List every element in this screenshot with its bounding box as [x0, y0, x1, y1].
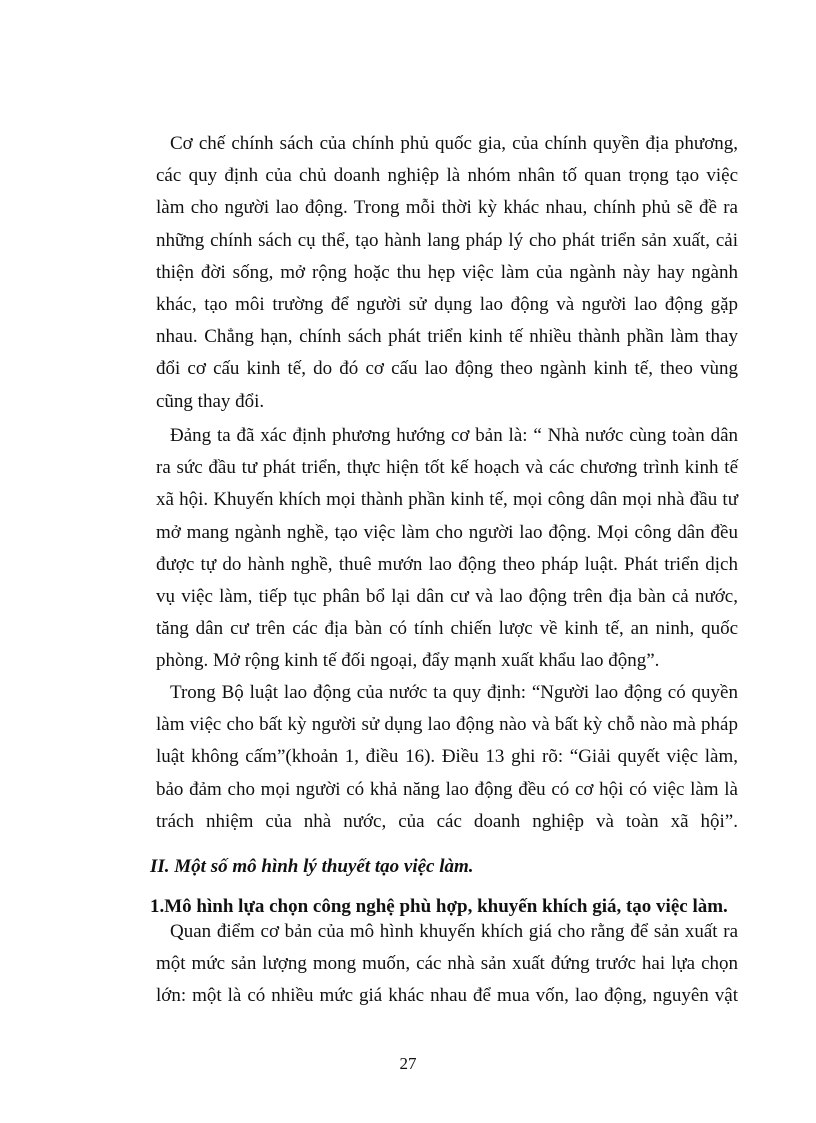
text-line: một mức sản lượng mong muốn, các nhà sản xuất đứng trước hai lựa chọn	[156, 953, 738, 975]
text-line: khác, tạo môi trường để người sử dụng lao động và người lao động gặp	[156, 294, 738, 316]
text-line: nhau. Chẳng hạn, chính sách phát triển kinh tế nhiều thành phần làm thay	[156, 326, 738, 348]
text-line: tăng dân cư trên các địa bàn có tính chiến lược về kinh tế, an ninh, quốc	[156, 618, 738, 640]
paragraph-2	[156, 420, 738, 678]
text-line: Trong Bộ luật lao động của nước ta quy định: “Người lao động có quyền	[170, 682, 738, 703]
paragraph-3	[156, 677, 738, 838]
text-line: các quy định của chủ doanh nghiệp là nhóm nhân tố quan trọng tạo việc	[156, 165, 738, 187]
text-line: được tự do hành nghề, thuê mướn lao động theo pháp luật. Phát triển dịch	[156, 553, 738, 575]
text-line: đổi cơ cấu kinh tế, do đó cơ cấu lao động theo ngành kinh tế, theo vùng	[156, 358, 738, 380]
text-line: Đảng ta đã xác định phương hướng cơ bản là: “ Nhà nước cùng toàn dân	[170, 425, 738, 446]
text-line: cũng thay đổi.	[156, 390, 265, 412]
text-line: lớn: một là có nhiều mức giá khác nhau để mua vốn, lao động, nguyên vật	[156, 985, 738, 1007]
text-line: trách nhiệm của nhà nước, của các doanh nghiệp và toàn xã hội”.	[156, 810, 738, 832]
subsection-heading: 1.Mô hình lựa chọn công nghệ phù hợp, khuyến khích giá, tạo việc làm.	[150, 896, 728, 917]
text-line: Quan điểm cơ bản của mô hình khuyến khích giá cho rằng để sản xuất ra	[170, 921, 738, 942]
paragraph-1	[156, 128, 738, 418]
text-line: làm việc cho bất kỳ người sử dụng lao động nào và bất kỳ chỗ nào mà pháp	[156, 714, 738, 736]
paragraph-4	[156, 916, 738, 1013]
text-line: ra sức đầu tư phát triển, thực hiện tốt kế hoạch và các chương trình kinh tế	[156, 457, 738, 479]
text-line: bảo đảm cho mọi người có khả năng lao động đều có cơ hội có việc làm là	[156, 778, 738, 800]
text-line: thiện đời sống, mở rộng hoặc thu hẹp việc làm của ngành này hay ngành	[156, 261, 738, 283]
text-line: phòng. Mở rộng kinh tế đối ngoại, đẩy mạnh xuất khẩu lao động”.	[156, 650, 660, 672]
text-line: xã hội. Khuyến khích mọi thành phần kinh tế, mọi công dân mọi nhà đầu tư	[156, 489, 738, 511]
text-line: luật không cấm”(khoản 1, điều 16). Điều 13 ghi rõ: “Giải quyết việc làm,	[156, 746, 738, 768]
text-line: những chính sách cụ thể, tạo hành lang pháp lý cho phát triển sản xuất, cải	[156, 229, 738, 251]
text-line: Cơ chế chính sách của chính phủ quốc gia, của chính quyền địa phương,	[170, 133, 738, 154]
text-line: mở mang ngành nghề, tạo việc làm cho người lao động. Mọi công dân đều	[156, 521, 738, 543]
section-heading: II. Một số mô hình lý thuyết tạo việc làm.	[150, 856, 474, 877]
text-line: vụ việc làm, tiếp tục phân bổ lại dân cư và lao động trên địa bàn cả nước,	[156, 586, 738, 608]
text-line: làm cho người lao động. Trong mỗi thời kỳ khác nhau, chính phủ sẽ đề ra	[156, 197, 738, 219]
page-number: 27	[399, 1054, 417, 1073]
